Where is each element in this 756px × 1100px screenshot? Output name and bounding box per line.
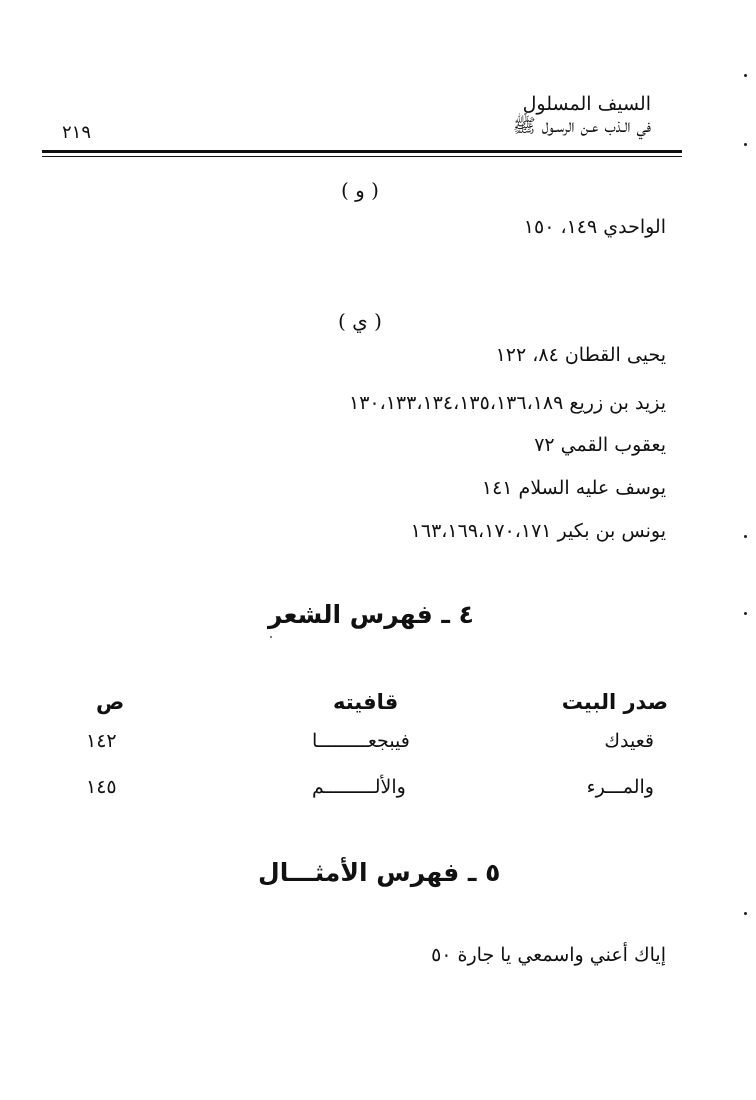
header-title-line-2: في الـذب عـن الرسـول ﷺ [512, 115, 651, 137]
margin-speck [744, 612, 747, 615]
header-rule-thin [42, 156, 682, 157]
poetry-row-verse: والمـــرء [586, 776, 654, 798]
margin-speck [744, 143, 747, 146]
margin-speck [744, 912, 747, 915]
margin-speck [270, 636, 272, 638]
section-title-poetry-index: ٤ ـ فهرس الشعر [268, 600, 474, 629]
index-entry: يونس بن بكير ١٦٣،١٦٩،١٧٠،١٧١ [410, 520, 666, 542]
header-title-line-1: السيف المسلول [522, 93, 651, 115]
index-entry: يعقوب القمي ٧٢ [534, 434, 666, 456]
page-number: ٢١٩ [62, 122, 92, 143]
margin-speck [744, 535, 747, 538]
poetry-row-verse: قعيدك [604, 730, 654, 752]
poetry-row-page: ١٤٢ [86, 730, 117, 752]
poetry-row-rhyme: والألـــــــــم [312, 776, 406, 798]
margin-speck [744, 74, 747, 77]
column-header-rhyme: قافيته [333, 690, 399, 714]
index-entry: يحيى القطان ٨٤، ١٢٢ [495, 344, 666, 366]
column-header-page: ص [96, 690, 125, 714]
index-entry: يوسف عليه السلام ١٤١ [481, 477, 666, 499]
section-title-proverbs-index: ٥ ـ فهرس الأمثـــال [258, 858, 501, 887]
poetry-row-page: ١٤٥ [86, 776, 117, 798]
proverb-entry: إياك أعني واسمعي يا جارة ٥٠ [431, 944, 666, 966]
poetry-row-rhyme: فيبجعـــــــــا [312, 730, 410, 752]
column-header-verse: صدر البيت [561, 690, 668, 714]
index-letter-waw: ( و ) [341, 178, 379, 202]
running-header-title [513, 93, 651, 137]
index-letter-ya: ( ي ) [338, 309, 382, 333]
header-rule-thick [42, 150, 682, 153]
index-entry-wahidi: الواحدي ١٤٩، ١٥٠ [523, 216, 666, 238]
index-entry: يزيد بن زريع ١٣٠،١٣٣،١٣٤،١٣٥،١٣٦،١٨٩ [348, 392, 666, 414]
